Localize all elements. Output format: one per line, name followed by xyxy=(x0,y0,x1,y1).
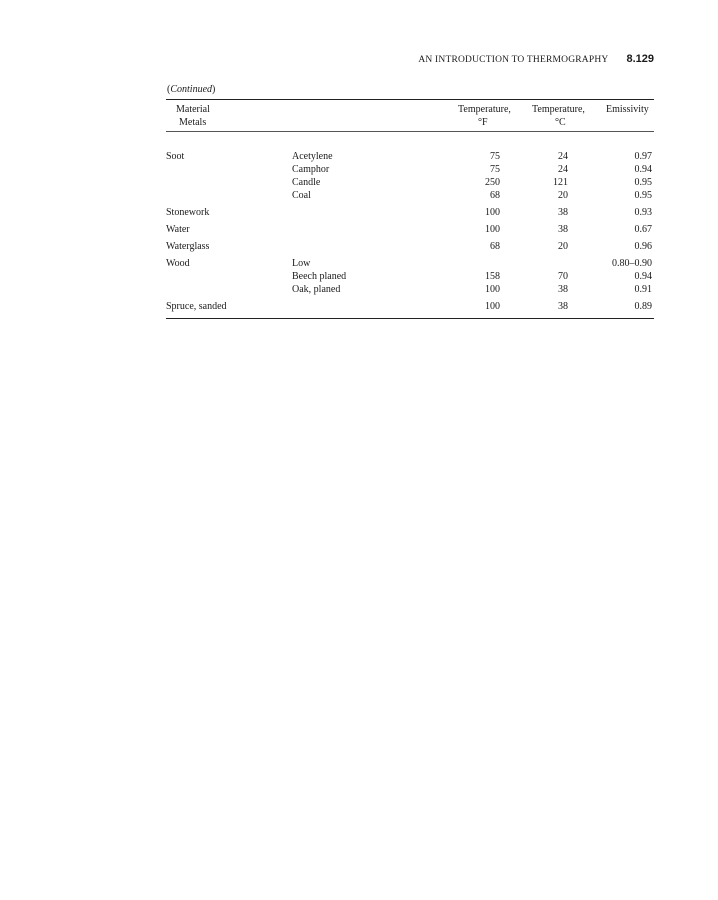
temp-f-cell: 68 xyxy=(490,241,500,252)
table-row xyxy=(166,223,654,236)
table-row xyxy=(166,300,654,313)
col-header-metals: Metals xyxy=(179,117,207,128)
continued-close-paren: ) xyxy=(212,84,216,95)
running-header xyxy=(418,53,654,65)
variant-cell: Camphor xyxy=(292,164,330,175)
emissivity-cell: 0.96 xyxy=(634,241,652,252)
material-cell: Soot xyxy=(166,151,185,162)
temp-c-cell: 70 xyxy=(558,271,568,282)
emissivity-cell: 0.95 xyxy=(634,177,652,188)
temp-c-cell: 38 xyxy=(558,207,568,218)
temp-f-cell: 250 xyxy=(485,177,500,188)
col-header-temp-f-line1: Temperature, xyxy=(458,104,511,115)
table-row xyxy=(166,163,654,176)
variant-cell: Beech planed xyxy=(292,271,347,282)
temp-f-cell: 68 xyxy=(490,190,500,201)
variant-cell: Candle xyxy=(292,177,321,188)
col-header-material: Material xyxy=(176,104,210,115)
emissivity-cell: 0.95 xyxy=(634,190,652,201)
col-header-temp-f-unit: °F xyxy=(478,117,488,128)
temp-f-cell: 100 xyxy=(485,301,500,312)
variant-cell: Low xyxy=(292,258,311,269)
page-number: 8.129 xyxy=(626,53,654,65)
temp-c-cell: 20 xyxy=(558,190,568,201)
variant-cell: Oak, planed xyxy=(292,284,341,295)
continued-word: Continued xyxy=(170,84,213,95)
table-row xyxy=(166,257,654,270)
temp-c-cell: 24 xyxy=(558,151,568,162)
temp-f-cell: 100 xyxy=(485,207,500,218)
table-bottom-rule xyxy=(166,318,654,319)
emissivity-table xyxy=(166,99,654,319)
emissivity-cell: 0.91 xyxy=(634,284,652,295)
material-cell: Spruce, sanded xyxy=(166,301,227,312)
temp-c-cell: 24 xyxy=(558,164,568,175)
emissivity-cell: 0.93 xyxy=(634,207,652,218)
continued-open-paren: ( xyxy=(167,84,171,95)
emissivity-cell: 0.97 xyxy=(634,151,652,162)
emissivity-cell: 0.80–0.90 xyxy=(612,258,652,269)
table-row xyxy=(166,176,654,189)
material-cell: Wood xyxy=(166,258,190,269)
table-row xyxy=(166,283,654,296)
table-header xyxy=(166,100,654,131)
table-row xyxy=(166,150,654,163)
table-row xyxy=(166,206,654,219)
material-cell: Stonework xyxy=(166,207,210,218)
emissivity-cell: 0.94 xyxy=(634,164,652,175)
temp-f-cell: 75 xyxy=(490,151,500,162)
temp-f-cell: 75 xyxy=(490,164,500,175)
variant-cell: Acetylene xyxy=(292,151,333,162)
temp-f-cell: 158 xyxy=(485,271,500,282)
temp-f-cell: 100 xyxy=(485,284,500,295)
table-row xyxy=(166,240,654,253)
col-header-temp-c-unit: °C xyxy=(555,117,566,128)
table-body xyxy=(166,132,654,318)
col-header-emissivity: Emissivity xyxy=(606,104,649,115)
temp-c-cell: 20 xyxy=(558,241,568,252)
table-row xyxy=(166,189,654,202)
temp-c-cell: 38 xyxy=(558,224,568,235)
table-row xyxy=(166,270,654,283)
emissivity-cell: 0.94 xyxy=(634,271,652,282)
temp-c-cell: 38 xyxy=(558,284,568,295)
temp-c-cell: 121 xyxy=(553,177,568,188)
variant-cell: Coal xyxy=(292,190,311,201)
temp-c-cell: 38 xyxy=(558,301,568,312)
material-cell: Waterglass xyxy=(166,241,210,252)
continued-note xyxy=(167,84,215,95)
col-header-temp-c-line1: Temperature, xyxy=(532,104,585,115)
temp-f-cell: 100 xyxy=(485,224,500,235)
running-title: AN INTRODUCTION TO THERMOGRAPHY xyxy=(418,55,609,65)
material-cell: Water xyxy=(166,224,190,235)
emissivity-cell: 0.67 xyxy=(634,224,652,235)
emissivity-cell: 0.89 xyxy=(634,301,652,312)
